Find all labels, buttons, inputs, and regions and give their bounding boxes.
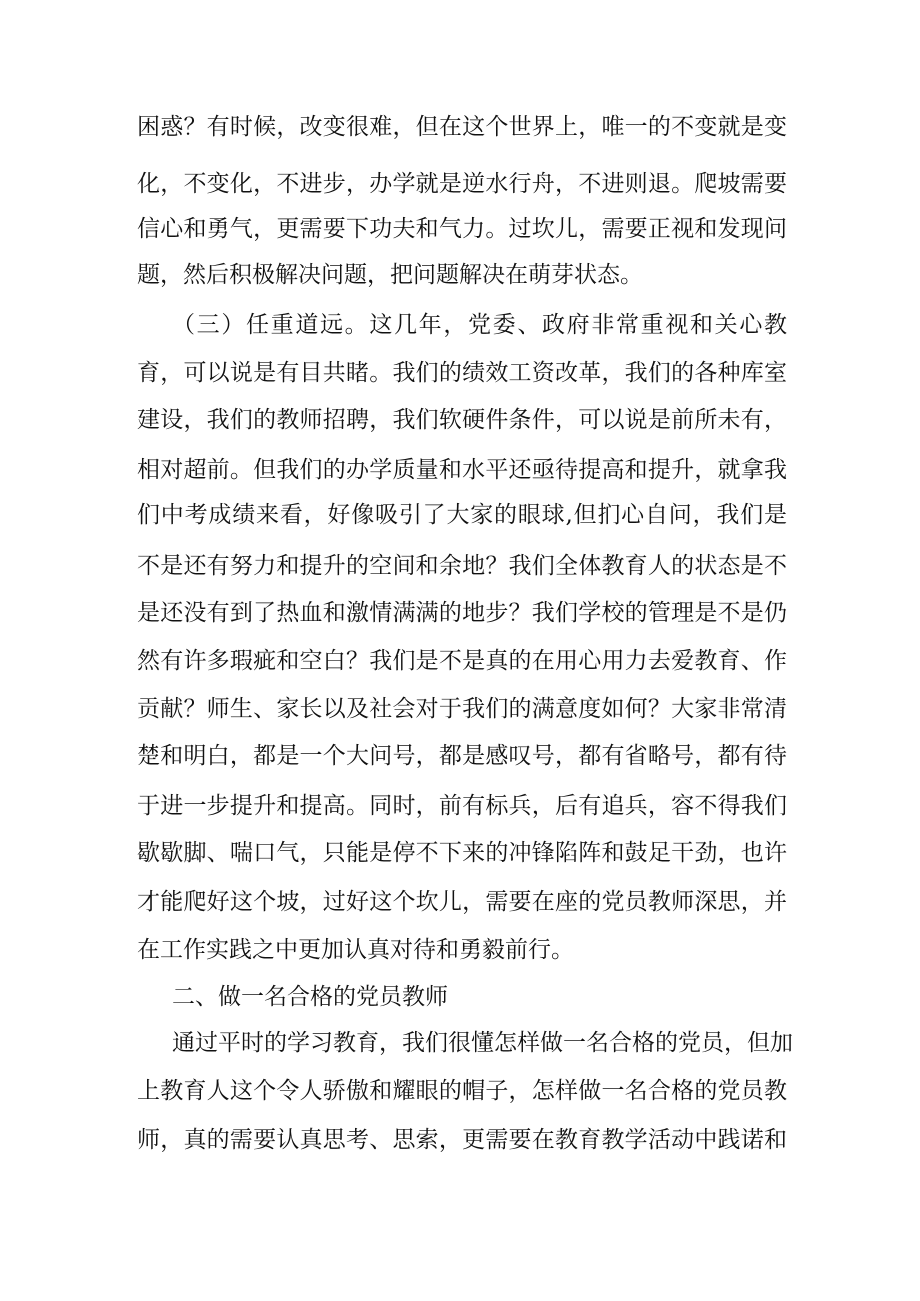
paragraph-line: 上教育人这个令人骄傲和耀眼的帽子，怎样做一名合格的党员教 — [137, 1078, 787, 1104]
section-heading-line: （三）任重道远。这几年，党委、政府非常重视和关心教 — [172, 312, 787, 338]
paragraph-line: 育，可以说是有目共睹。我们的绩效工资改革，我们的各种库室 — [137, 360, 787, 386]
paragraph-line: 楚和明白，都是一个大问号，都是感叹号，都有省略号，都有待 — [137, 743, 787, 769]
paragraph-line: 不是还有努力和提升的空间和余地？我们全体教育人的状态是不 — [137, 553, 787, 579]
section-title: 二、做一名合格的党员教师 — [172, 984, 448, 1010]
paragraph-line: 在工作实践之中更加认真对待和勇毅前行。 — [137, 937, 574, 963]
paragraph-line: 建设，我们的教师招聘，我们软硬件条件，可以说是前所未有， — [137, 407, 787, 433]
paragraph-line: 然有许多瑕疵和空白？我们是不是真的在用心用力去爱教育、作 — [137, 648, 787, 674]
paragraph-line: 歇歇脚、喘口气，只能是停不下来的冲锋陷阵和鼓足干劲，也许 — [137, 840, 787, 866]
paragraph-line: 题，然后积极解决问题，把问题解决在萌芽状态。 — [137, 262, 643, 288]
paragraph-line: 化，不变化，不进步，办学就是逆水行舟，不进则退。爬坡需要 — [137, 171, 787, 197]
paragraph-line: 师，真的需要认真思考、思索，更需要在教育教学活动中践诺和 — [137, 1127, 787, 1153]
paragraph-line: 们中考成绩来看，好像吸引了大家的眼球,但扪心自问，我们是 — [137, 502, 787, 528]
paragraph-line: 于进一步提升和提高。同时，前有标兵，后有追兵，容不得我们 — [137, 793, 787, 819]
paragraph-line: 信心和勇气，更需要下功夫和气力。过坎儿，需要正视和发现问 — [137, 216, 787, 242]
paragraph-line: 通过平时的学习教育，我们很懂怎样做一名合格的党员，但加 — [172, 1030, 793, 1056]
paragraph-line: 相对超前。但我们的办学质量和水平还亟待提高和提升，就拿我 — [137, 457, 787, 483]
paragraph-line: 才能爬好这个坡，过好这个坎儿，需要在座的党员教师深思，并 — [137, 889, 787, 915]
paragraph-line: 贡献？师生、家长以及社会对于我们的满意度如何？大家非常清 — [137, 696, 787, 722]
paragraph-line: 是还没有到了热血和激情满满的地步？我们学校的管理是不是仍 — [137, 600, 787, 626]
paragraph-line: 困惑？有时候，改变很难，但在这个世界上，唯一的不变就是变 — [137, 114, 787, 140]
